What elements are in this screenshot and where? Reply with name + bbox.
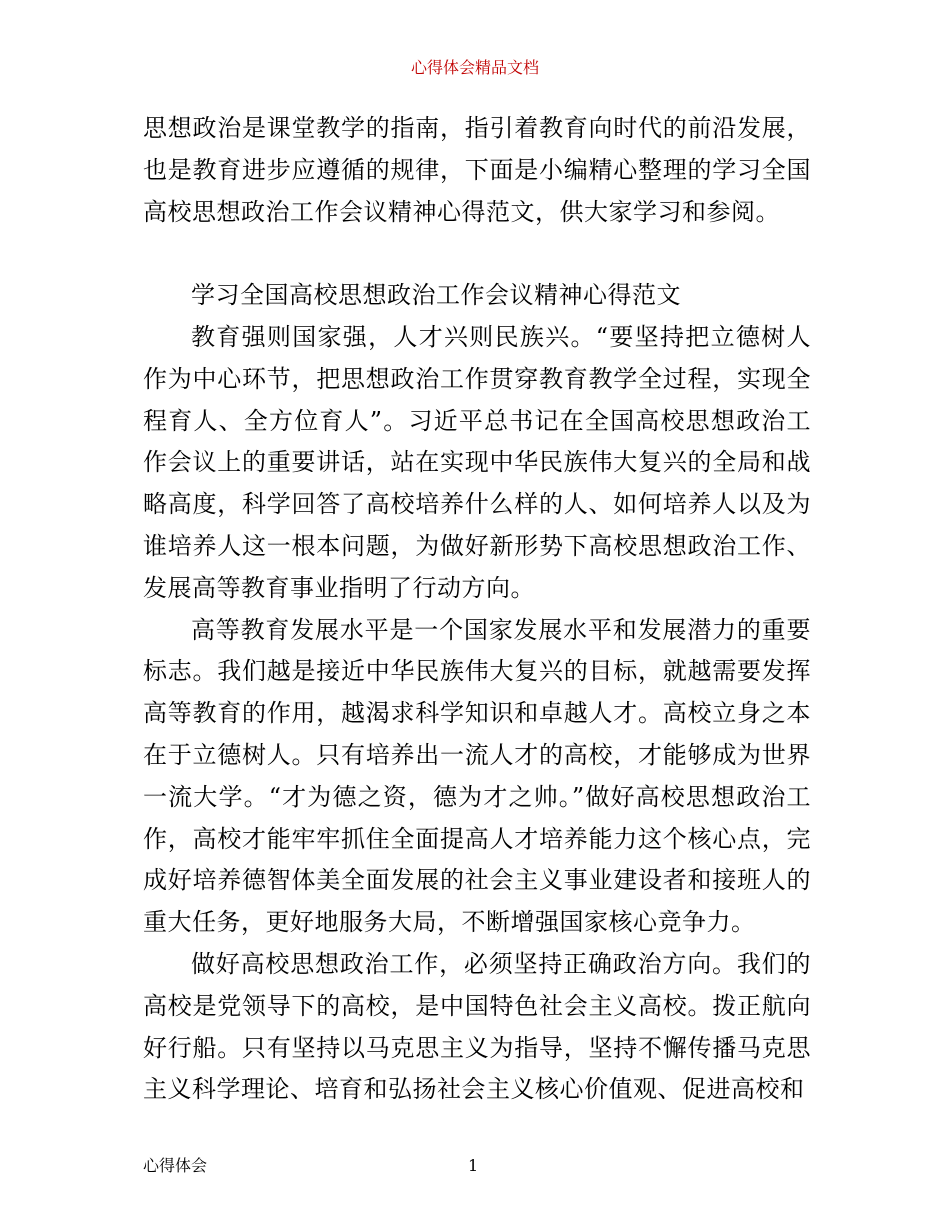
- body-paragraph-1: 教育强则国家强，人才兴则民族兴。“要坚持把立德树人作为中心环节，把思想政治工作贯穿教育教学全过程，实现全程育人、全方位育人”。习近平总书记在全国高校思想政治工作会议上的重要讲话，站在实现中华民族伟大复兴的全局和战略高度，科学回答了高校培养什么样的人、如何培养人以及为谁培养人这一根本问题，为做好新形势下高校思想政治工作、发展高等教育事业指明了行动方向。: [143, 322, 811, 602]
- intro-paragraph: 思想政治是课堂教学的指南，指引着教育向时代的前沿发展，也是教育进步应遵循的规律，下面是小编精心整理的学习全国高校思想政治工作会议精神心得范文，供大家学习和参阅。: [143, 114, 811, 226]
- body-paragraph-3: 做好高校思想政治工作，必须坚持正确政治方向。我们的高校是党领导下的高校，是中国特色社会主义高校。拨正航向好行船。只有坚持以马克思主义为指导，坚持不懈传播马克思主义科学理论、培育和弘扬社会主义核心价值观、促进高校和: [143, 949, 811, 1104]
- document-body: [143, 108, 811, 1111]
- footer-label: 心得体会: [143, 1156, 208, 1175]
- page-number: 1: [468, 1156, 479, 1175]
- body-paragraph-2: 高等教育发展水平是一个国家发展水平和发展潜力的重要标志。我们越是接近中华民族伟大复兴的目标，就越需要发挥高等教育的作用，越渴求科学知识和卓越人才。高校立身之本在于立德树人。只有培养出一流人才的高校，才能够成为世界一流大学。“才为德之资，德为才之帅。”做好高校思想政治工作，高校才能牢牢抓住全面提高人才培养能力这个核心点，完成好培养德智体美全面发展的社会主义事业建设者和接班人的重大任务，更好地服务大局，不断增强国家核心竞争力。: [143, 615, 811, 937]
- document-header-title: 心得体会精品文档: [410, 58, 539, 77]
- article-heading: 学习全国高校思想政治工作会议精神心得范文: [191, 281, 681, 310]
- paragraph-spacer: [143, 233, 811, 275]
